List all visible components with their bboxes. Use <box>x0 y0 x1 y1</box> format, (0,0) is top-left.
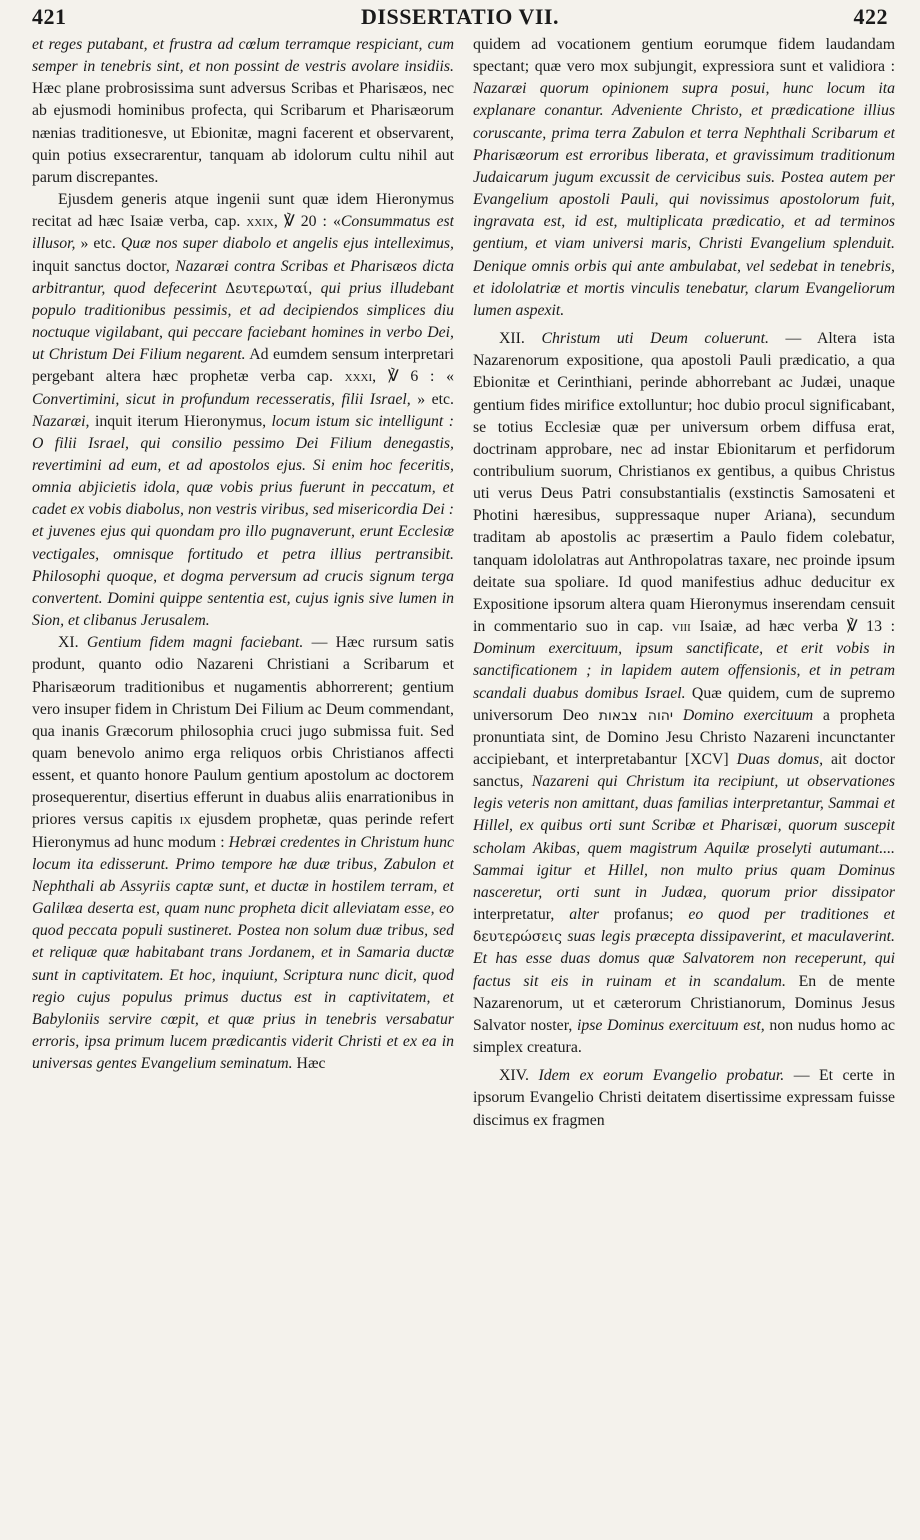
section-xiv <box>473 1065 895 1131</box>
text-run: — Altera ista Nazarenorum expositione, qua apostoli Pauli prædicatio, a qua Ebionitæ et Cerinthiani, perinde abhorrebant ac Judæi, unaque gentium fides mirifice extolluntur; hoc dubio procul significabant, se totius Ecclesiæ quæ per universum orbem diffusa erat, doctrinam approbare, nec ad instar Ebionitarum et perfidorum contribulium suorum, Christianos ex gentibus, a quibus Christus uti verus Deus Patri consubstantialis (exstinctis Samosateni et Photini hæresibus, suppressaque nuper Ariana), secundum traditam ab apostolis ac præsertim a Paulo fidem colebatur, tanquam idololatras aut Anthropolatras taxare, nec proinde ipsum deitate sua spoliare. Id quod manifestius adhuc deducitur ex Expositione ipsorum altera quam Hieronymus inserendam censuit in commentario suo in cap. <box>473 330 895 636</box>
italic-text-run: Christum uti Deum coluerunt. <box>541 330 769 348</box>
hebrew-text-run: יהוה צבאות <box>598 707 674 724</box>
text-run <box>673 707 683 724</box>
page-number-right: 422 <box>853 4 888 29</box>
italic-text-run: Nazaræi quorum opinionem supra posui, hunc locum ita explanare conantur. Adveniente Christo, et prædicatione illius coruscante, prima terra Zabulon et terra Nephthali Scribarum et Pharisæorum est erroribus liberata, et gravissimum traditionum Judaicarum jugum excussit de cervicibus suis. Postea autem per Evangelium apostoli Pauli, qui novissimus apostolorum fuit, ingravata est, id est, multiplicata prædicatio, et ad terminos gentium, et viam universi maris, Christi Evangelium splenduit. Denique omnis orbis qui ante ambulabat, vel sedebat in tenebris, et idololatriæ et mortis vinculis tenebatur, clarum Evangeliorum lumen aspexit. <box>473 80 895 319</box>
italic-text-run: Convertimini, sicut in profundum recesseratis, filii Israel, <box>32 390 411 408</box>
text-run: Hæc plane probrosissima sunt adversus Scribas et Pharisæos, nec ab ejusmodi hominibus profecta, qui Scribarum et Pharisæorum nænias traditionesve, ut Ebionitæ, magni facerent et observarent, quin potius exsecrarentur, tanquam ab idolorum cultu nihil aut parum discrepantes. <box>32 80 454 186</box>
italic-text-run: suas legis præcepta dissipaverint, et maculaverint. Et has esse duas domus quæ Salvatorem non receperunt, qui factus sit eis in ruinam et in scandalum. <box>473 928 895 990</box>
text-run: non nudus homo ac simplex creatura. <box>473 1016 895 1057</box>
text-run: , ℣ 6 : « <box>372 368 454 386</box>
italic-text-run: Idem ex eorum Evangelio probatur. <box>538 1067 785 1085</box>
italic-text-run: ipse Dominus exercituum est, <box>577 1016 765 1034</box>
text-run: interpretatur, <box>473 906 570 924</box>
text-run: ait doctor sanctus, <box>473 751 895 791</box>
text-run: inquit iterum Hieronymus, <box>89 412 272 430</box>
text-run: inquit sanctus doctor, <box>32 257 176 275</box>
text-run: Hæc <box>292 1055 326 1073</box>
italic-text-run: locum istum sic intelligunt : O filii Israel, qui consilio pessimo Dei Filium denegastis, revertimini ad eum, et ad apostolos ejus. Si enim hoc feceritis, omnia abjicietis idola, quæ vobis prius fuerunt in peccatum, et cadet ex vobis diabolus, non vestris viribus, sed misericordia Dei : et juvenes ejus qui quondam pro illo pugnaverunt, erunt Ecclesiæ vectigales, omnisque fortitudo et petra illius pertransibit. Philosophi quoque, et dogma perversum ad crucis signum terga convertent. Domini quippe sententia est, cujus ignis sive lumen in Sion, et clibanus Jerusalem. <box>32 412 454 630</box>
right-column <box>473 34 895 1530</box>
text-run: » etc. <box>410 390 454 408</box>
running-title: DISSERTATIO VII. <box>361 4 559 29</box>
running-header <box>32 4 888 34</box>
text-run: a propheta pronuntiata sint, de Domino Jesu Christo Nazareni incunctanter accipiebant, et interpretabantur [XCV] <box>473 706 895 768</box>
italic-text-run: Consummatus est illusor, <box>32 213 454 253</box>
italic-text-run: alter <box>569 906 600 924</box>
text-run: Ejusdem generis atque ingenii sunt quæ idem Hieronymus recitat ad hæc Isaiæ verba, cap. <box>32 191 454 231</box>
left-column <box>32 34 454 1530</box>
text-run: XI. <box>58 634 87 652</box>
text-run: xxxi <box>344 368 373 386</box>
paragraph <box>32 34 454 189</box>
italic-text-run: Dominum exercituum, ipsum sanctificate, et erit vobis in sanctificationem ; in lapidem autem offensionis, et in petram scandali duabus domibus Israel. <box>473 640 895 702</box>
italic-text-run: eo quod per traditiones et <box>688 906 895 924</box>
italic-text-run: Nazaræi, <box>32 412 90 430</box>
text-run: xxix <box>246 213 274 231</box>
text-run: profanus; <box>599 906 689 924</box>
italic-text-run: , qui prius illudebant populo traditionibus pessimis, et ad decipiendos simplices diu noctuque vigilabant, qui peccare faciebant homines in verbo Dei, ut Christum Dei Filium negarent. <box>32 279 454 364</box>
text-run: viii <box>671 618 691 636</box>
text-run: Ad eumdem sensum interpretari pergebant altera hæc prophetæ verba cap. <box>32 346 454 386</box>
text-run: XII. <box>499 330 542 348</box>
text-run: — Et certe in ipsorum Evangelio Christi deitatem disertissime expressam fuisse discimus ex fragmen <box>473 1067 895 1129</box>
italic-text-run: Nazaræi contra Scribas et Pharisæos dicta arbitrantur, quod defecerint <box>32 257 454 297</box>
page-number-left: 421 <box>32 4 67 29</box>
text-run: quidem ad vocationem gentium eorumque fidem laudandam spectant; quæ vero mox subjungit, expressiora sunt et validiora : <box>473 36 895 76</box>
section-xi <box>32 632 454 1075</box>
italic-text-run: Hebræi credentes in Christum hunc locum ita edisserunt. Primo tempore hæ duæ tribus, Zabulon et Nephthali ab Assyriis captæ sunt, et ductæ in hostilem terram, et Galilæa deserta est, quam nunc propheta dicit alleviatam esse, eo quod peccata populi sustineret. Postea non solum duæ tribus, sed et reliquæ quæ habitabant trans Jordanem, et in Samaria ductæ sunt in captivitatem. Et hoc, inquiunt, Scriptura nunc dicit, quod regio cujus populus primus ductus est in captivitatem, et Babyloniis servire cœpit, et quæ prius in tenebris versabatur erroris, ipsa primum lucem prædicantis viderit Christi et ex ea in universas gentes Evangelium seminatum. <box>32 833 454 1073</box>
paragraph <box>473 34 895 322</box>
italic-text-run: Nazareni qui Christum ita recipiunt, ut observationes legis veteris non amittant, duas familias interpretantur, Sammai et Hillel, ex quibus orti sunt Scribæ et Pharisæi, quorum suscepit scholam Akibas, quem magistrum Aquilæ proselyti autumant.... Sammai igitur et Hillel, non multo prius quam Dominus nasceretur, orti sunt in Judæa, quorum prior dissipator <box>473 773 895 901</box>
italic-text-run: Quæ nos super diabolo et angelis ejus intelleximus, <box>120 235 454 253</box>
text-run: , ℣ 20 : « <box>273 213 341 231</box>
text-run: Isaiæ, ad hæc verba ℣ 13 : <box>690 618 895 636</box>
text-run: ejusdem prophetæ, quas perinde refert Hieronymus ad hunc modum : <box>32 811 454 851</box>
text-run: » etc. <box>75 235 121 253</box>
italic-text-run: Gentium fidem magni faciebant. <box>86 634 304 652</box>
text-run: — Hæc rursum satis produnt, quanto odio Nazareni Christiani a Scribarum et Pharisæorum traditionibus et nugamentis abhorrerent; gentium vero insuper fidem in Christum Dei Filium ac Deum commendant, qua inanis Græcorum philosophia cruci jugo submissa fuit. Sed quam benevolo animo erga reliquos orbis Christianos affecti essent, et quanto honore Paulum gentium apostolum ac doctorem prosequerentur, disertius efferunt in duabus aliis enarrationibus in priores versus capitis <box>32 634 454 829</box>
greek-text-run: Δευτερωταί <box>225 280 309 297</box>
section-xii <box>473 328 895 1059</box>
italic-text-run: Domino exercituum <box>682 706 814 724</box>
paragraph <box>32 189 454 632</box>
text-run: ix <box>179 811 192 829</box>
italic-text-run: et reges putabant, et frustra ad cœlum terramque respiciant, cum semper in tenebris sint, et non possint de vestris avolare insidiis. <box>32 36 454 76</box>
text-run: En de mente Nazarenorum, ut et cæterorum Christianorum, Dominus Jesus Salvator noster, <box>473 972 895 1034</box>
greek-text-run: δευτερώσεις <box>473 929 562 946</box>
italic-text-run: Duas domus, <box>736 751 824 768</box>
text-run: XIV. <box>499 1067 539 1085</box>
text-run: Quæ quidem, cum de supremo universorum Deo <box>473 684 895 724</box>
